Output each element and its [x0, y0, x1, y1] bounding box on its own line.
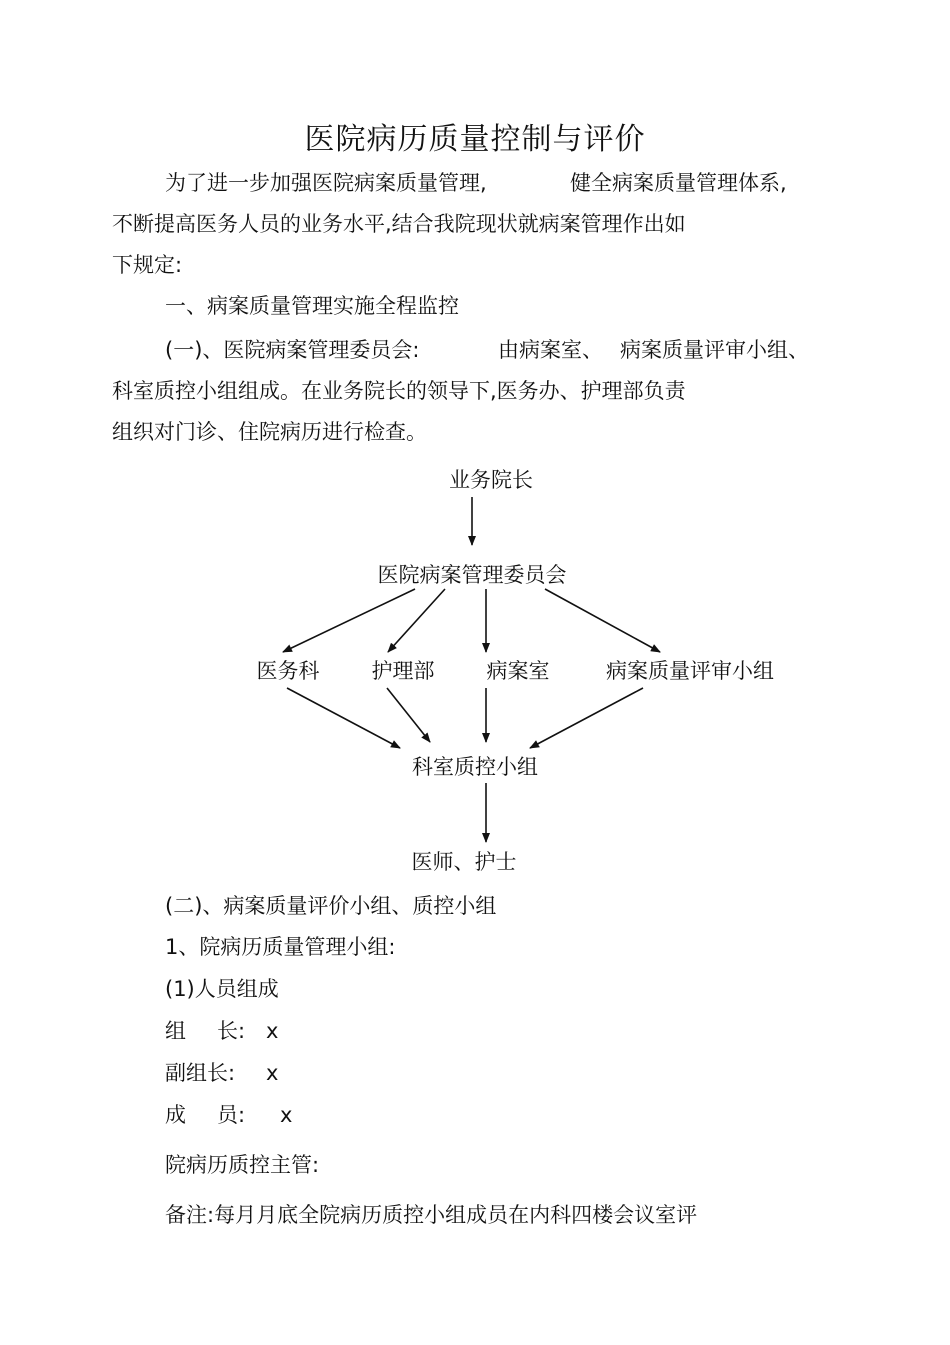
deputy-value: x: [266, 1061, 279, 1085]
org-node-records-room: 病案室: [486, 659, 550, 683]
arrow-committee-to-review-group: [545, 589, 660, 652]
subsection-1-line-2: 科室质控小组组成。在业务院长的领导下,医务办、护理部负责: [112, 379, 686, 403]
org-node-staff: 医师、护士: [411, 850, 517, 874]
deputy-label: 副组长:: [165, 1061, 236, 1085]
item-1-subheading: (1)人员组成: [165, 977, 279, 1001]
page-title: 医院病历质量控制与评价: [304, 122, 646, 157]
org-node-director: 业务院长: [449, 468, 533, 492]
note-line: 备注:每月月底全院病历质控小组成员在内科四楼会议室评: [165, 1203, 698, 1227]
arrow-committee-to-medical-affairs: [283, 589, 415, 652]
subsection-1-line-1a: (一)、医院病案管理委员会:: [165, 338, 420, 362]
org-node-committee: 医院病案管理委员会: [377, 563, 567, 587]
subsection-1-line-3: 组织对门诊、住院病历进行检查。: [112, 420, 427, 444]
intro-line-2: 不断提高医务人员的业务水平,结合我院现状就病案管理作出如: [112, 212, 686, 236]
arrow-nursing-to-dept-qc: [387, 688, 430, 742]
intro-line-1a: 为了进一步加强医院病案质量管理,: [165, 171, 487, 195]
member-value: x: [280, 1103, 293, 1127]
supervisor-label: 院病历质控主管:: [165, 1153, 320, 1177]
org-node-medical-affairs: 医务科: [256, 659, 320, 683]
leader-value: x: [266, 1019, 279, 1043]
subsection-1-line-1c: 病案质量评审小组、: [620, 338, 809, 362]
org-node-review-group: 病案质量评审小组: [606, 659, 774, 683]
section-1-heading: 一、病案质量管理实施全程监控: [165, 294, 459, 318]
leader-label-part-1: 组: [165, 1019, 186, 1043]
leader-label-part-2: 长:: [217, 1019, 246, 1043]
member-label-part-1: 成: [165, 1103, 186, 1127]
org-node-nursing: 护理部: [371, 659, 435, 683]
arrow-review-group-to-dept-qc: [530, 688, 643, 748]
org-node-dept-qc: 科室质控小组: [412, 755, 538, 779]
item-1-heading: 1、院病历质量管理小组:: [165, 935, 396, 959]
subsection-1-line-1b: 由病案室、: [498, 338, 603, 362]
intro-line-3: 下规定:: [112, 253, 183, 277]
intro-line-1b: 健全病案质量管理体系,: [570, 171, 787, 195]
subsection-2-heading: (二)、病案质量评价小组、质控小组: [165, 894, 497, 918]
member-label-part-2: 员:: [217, 1103, 246, 1127]
arrow-medical-affairs-to-dept-qc: [287, 688, 400, 748]
